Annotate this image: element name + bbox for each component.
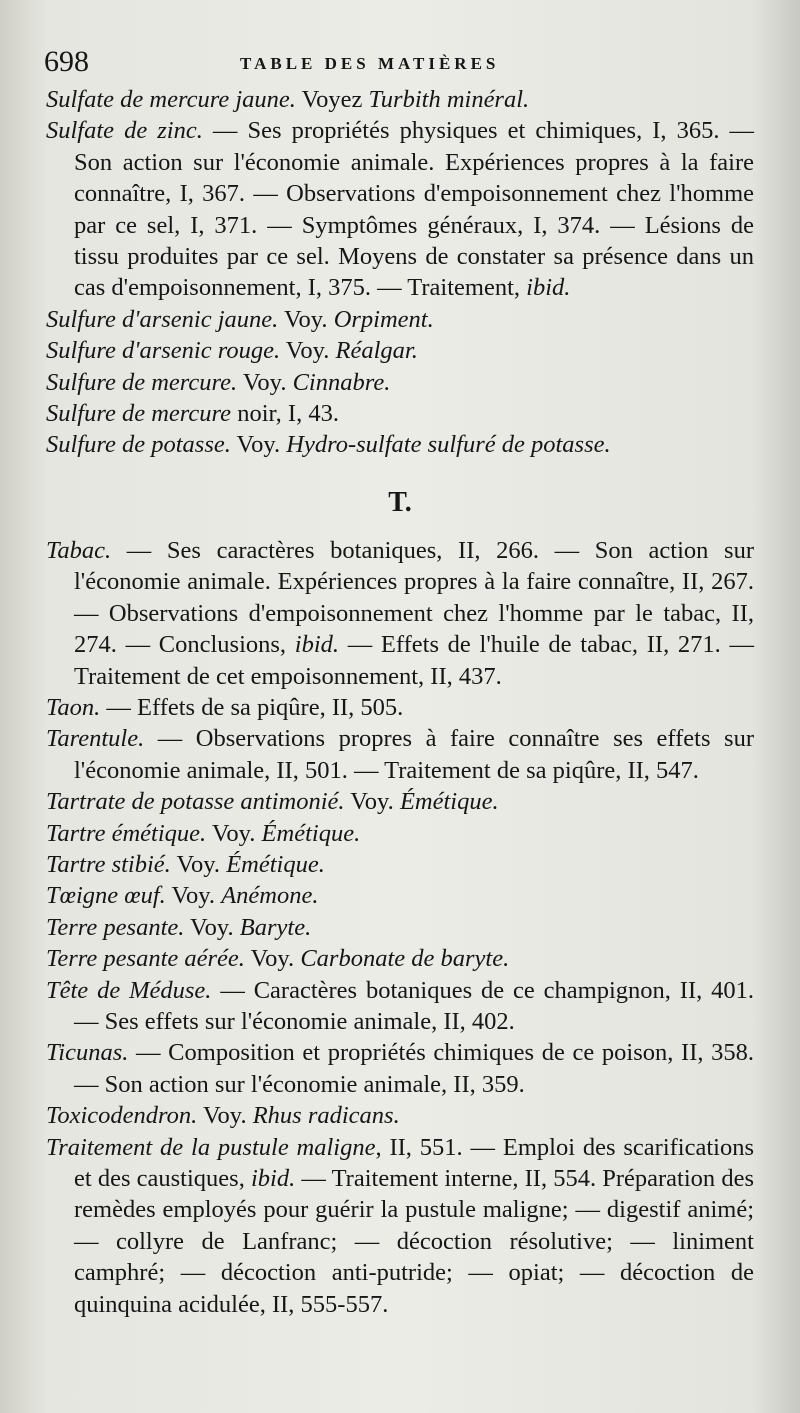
entry-ref: Rhus radicans. (252, 1102, 400, 1130)
index-section-t (46, 535, 754, 1320)
index-entry (46, 723, 754, 786)
index-entry (46, 115, 754, 303)
entry-term: Sulfure de mercure (46, 400, 232, 428)
section-letter: T. (388, 486, 412, 518)
entry-tail: — Effets de l'huile de tabac, II, 271. — Traitement de cet empoisonnement, II, 437. (74, 631, 754, 690)
entry-ref: ibid. (294, 631, 340, 659)
entry-term: Tarentule. (46, 725, 145, 753)
index-entry (46, 849, 754, 880)
index-section-s (46, 84, 754, 461)
entry-term: Tartre stibié. (46, 850, 171, 878)
index-entry (46, 943, 754, 974)
index-entry (46, 912, 754, 943)
entry-term: Taon. (46, 693, 101, 721)
entry-term: Tartre émétique. (46, 819, 207, 847)
index-entry (46, 429, 754, 460)
running-title: TABLE DES MATIÈRES (240, 54, 500, 73)
entry-ref: Carbonate de baryte. (300, 945, 510, 973)
entry-term: Sulfure de mercure. (46, 368, 238, 396)
entry-term: Tœigne œuf. (46, 882, 166, 910)
entry-text: — Ses caractères botaniques, II, 266. — Son action sur l'économie animale. Expériences propres à la faire connaître, II, 267. — Observations d'empoisonnement chez l'homme par le tabac, II, 274. — Conclusions, (74, 536, 754, 659)
entry-text: Voy. (197, 1102, 253, 1130)
index-entry (46, 818, 754, 849)
index-entry (46, 335, 754, 366)
entry-ref: ibid. (250, 1165, 296, 1192)
entry-text: , II, 551. — Emploi des scarifications et des caustiques, (74, 1133, 754, 1192)
entry-text: Voy. (184, 913, 240, 941)
entry-ref: ibid. (526, 274, 571, 302)
entry-term: Sulfate de mercure jaune. (46, 86, 296, 113)
entry-ref: Réalgar. (335, 337, 418, 365)
entry-text: — Composition et propriétés chimiques de ce poison, II, 358. — Son action sur l'économie animale, II, 359. (74, 1039, 754, 1098)
index-entry (46, 304, 754, 335)
entry-ref: Émétique. (399, 788, 499, 816)
entry-ref: Orpiment. (333, 305, 434, 333)
entry-text: Voy. (280, 337, 336, 365)
entry-text: — Caractères botaniques de ce champignon, II, 401. — Ses effets sur l'économie animale, II, 402. (74, 976, 755, 1035)
entry-text: Voy. (278, 305, 334, 333)
entry-term: Terre pesante. (46, 913, 185, 941)
index-entry (46, 398, 754, 429)
index-entry (46, 692, 754, 723)
entry-text: Voy. (237, 368, 293, 396)
entry-text: noir, I, 43. (231, 400, 339, 428)
index-entry (46, 975, 754, 1038)
entry-term: Sulfate de zinc. (46, 117, 203, 145)
index-entry (46, 1100, 754, 1131)
entry-ref: Baryte. (239, 913, 312, 941)
entry-text: Voy. (244, 945, 301, 973)
entry-term: Toxicodendron. (46, 1102, 198, 1130)
entry-text: Voy. (165, 882, 222, 910)
entry-term: Tabac. (46, 536, 112, 564)
page-number: 698 (44, 45, 89, 78)
entry-term: Traitement de la pustule maligne (46, 1133, 376, 1161)
index-entry (46, 786, 754, 817)
entry-term: Sulfure d'arsenic rouge. (46, 337, 281, 365)
index-entry (46, 535, 754, 692)
entry-text: Voy. (230, 431, 287, 459)
entry-ref: Émétique. (261, 819, 361, 847)
entry-ref: Émétique. (226, 850, 325, 878)
page-header (44, 42, 784, 82)
entry-text: Voy. (344, 788, 400, 816)
index-entry (46, 84, 754, 115)
entry-term: Tartrate de potasse antimonié. (46, 788, 345, 816)
entry-term: Ticunas. (46, 1039, 129, 1067)
index-entry (46, 1132, 754, 1320)
entry-term: Tête de Méduse. (46, 976, 212, 1004)
entry-text: — Effets de sa piqûre, II, 505. (100, 693, 404, 721)
entry-text: — Ses propriétés physiques et chimiques, I, 365. — Son action sur l'économie animale. Expériences propres à la faire connaître, I, 367. — Observations d'empoisonnement chez l'homme par ce sel, I, 371. — Symptômes généraux, I, 374. — Lésions de tissu produites par ce sel. Moyens de constater sa présence dans un cas d'empoisonnement, I, 375. — Traitement, (74, 117, 755, 302)
entry-text: — Observations propres à faire connaître ses effets sur l'économie animale, II, 501. — Traitement de sa piqûre, II, 547. (74, 725, 754, 784)
entry-ref: Hydro-sulfate sulfuré de potasse. (286, 431, 611, 459)
entry-text: Voy. (206, 819, 262, 847)
entry-term: Terre pesante aérée. (46, 945, 245, 973)
entry-ref: Turbith minéral. (368, 86, 530, 113)
entry-term: Sulfure de potasse. (46, 431, 231, 459)
entry-term: Sulfure d'arsenic jaune. (46, 305, 279, 333)
entry-ref: Cinnabre. (292, 368, 391, 396)
index-content (46, 84, 754, 1320)
entry-tail: — Traitement interne, II, 554. Préparation des remèdes employés pour guérir la pustule maligne; — digestif animé; — collyre de Lanfranc; — décoction résolutive; — liniment camphré; — décoction anti-putride; — opiat; — décoction de quinquina acidulée, II, 555-557. (74, 1165, 754, 1318)
index-entry (46, 367, 754, 398)
index-entry (46, 880, 754, 911)
entry-text: Voyez (295, 86, 369, 113)
entry-ref: Anémone. (221, 882, 319, 910)
index-entry (46, 1037, 754, 1100)
entry-text: Voy. (170, 850, 227, 878)
